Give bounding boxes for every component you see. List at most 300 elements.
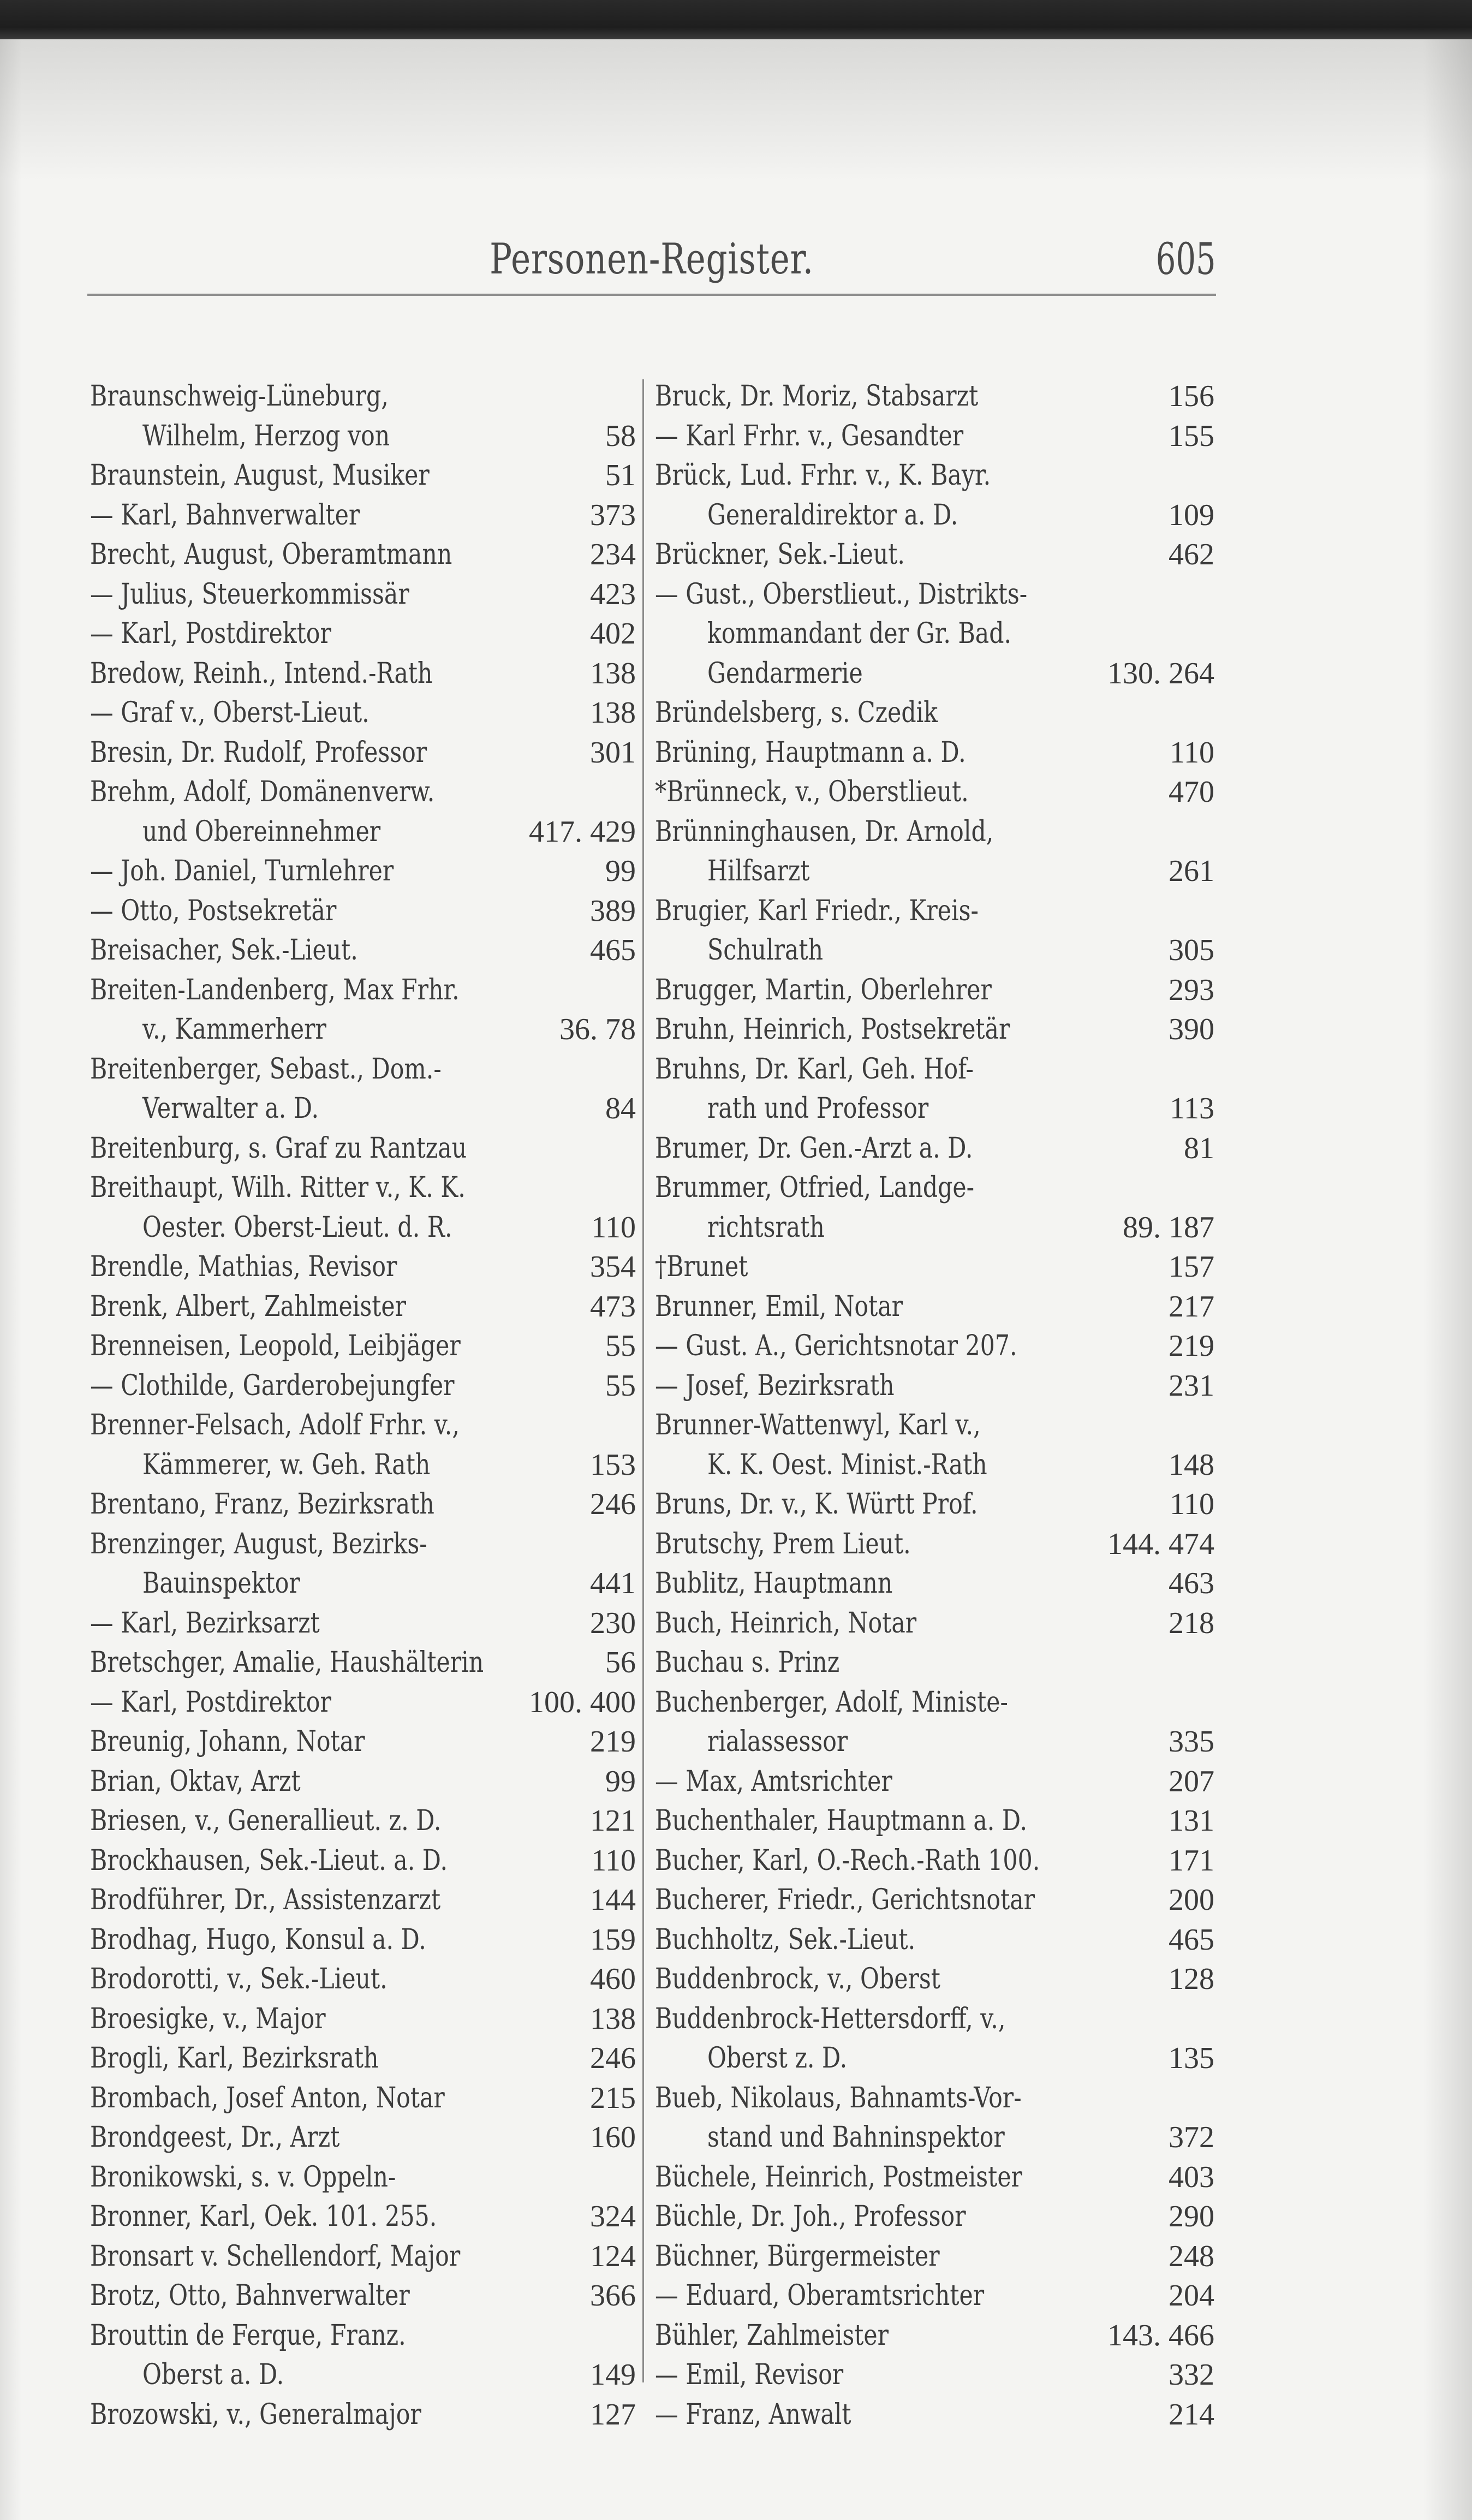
entry-page-ref: 156 (1169, 379, 1214, 413)
entry-page-ref: 148 (1169, 1447, 1214, 1482)
index-entry (90, 1604, 636, 1643)
index-entry (90, 1564, 636, 1604)
entry-name: Breunig, Johann, Notar (90, 1725, 365, 1758)
index-entry (90, 1801, 636, 1841)
entry-name: Bründelsberg, s. Czedik (655, 696, 938, 729)
entry-name: *Brünneck, v., Oberstlieut. (655, 776, 969, 808)
entry-page-ref: 149 (590, 2358, 636, 2392)
entry-name: Buchenberger, Adolf, Ministe- (655, 1685, 1008, 1719)
entry-name: Brombach, Josef Anton, Notar (90, 2081, 445, 2114)
entry-page-ref: 217 (1169, 1289, 1214, 1324)
index-entry (90, 1920, 636, 1960)
entry-name: Brück, Lud. Frhr. v., K. Bayr. (655, 459, 991, 492)
entry-name: Brugier, Karl Friedr., Kreis- (655, 894, 979, 927)
index-entry (655, 1089, 1214, 1129)
index-entry (90, 733, 636, 773)
entry-name: Büchner, Bürgermeister (655, 2239, 940, 2273)
entry-page-ref: 470 (1169, 775, 1214, 809)
entry-page-ref: 305 (1169, 933, 1214, 967)
index-entry (655, 772, 1214, 812)
entry-page-ref: 402 (590, 617, 636, 651)
entry-name: Brehm, Adolf, Domänenverw. (90, 776, 435, 808)
entry-name: stand und Bahninspektor (707, 2121, 1005, 2154)
entry-page-ref: 423 (590, 577, 636, 611)
column-divider (642, 379, 644, 2382)
index-entry (90, 970, 636, 1010)
entry-page-ref: 234 (590, 538, 636, 571)
entry-name: — Otto, Postsekretär (90, 894, 337, 927)
entry-name: — Julius, Steuerkommissär (90, 577, 409, 611)
entry-name: Brenneisen, Leopold, Leibjäger (90, 1330, 461, 1362)
index-entry (90, 1485, 636, 1524)
index-entry (655, 2039, 1214, 2078)
page-edge-left (0, 39, 22, 2520)
entry-page-ref: 214 (1169, 2397, 1214, 2432)
index-entry (655, 2118, 1214, 2158)
index-entry (655, 1959, 1214, 1999)
index-entry (655, 535, 1214, 575)
entry-name: Kämmerer, w. Geh. Rath (142, 1448, 431, 1481)
entry-page-ref: 246 (590, 2041, 636, 2075)
index-entry (655, 1841, 1214, 1881)
entry-page-ref: 248 (1169, 2239, 1214, 2273)
entry-page-ref: 124 (590, 2239, 636, 2273)
entry-name: Bresin, Dr. Rudolf, Professor (90, 736, 427, 769)
entry-name: Brenzinger, August, Bezirks- (90, 1527, 427, 1560)
entry-page-ref: 219 (1169, 1329, 1214, 1363)
index-entry (90, 416, 636, 456)
entry-name: Bublitz, Hauptmann (655, 1567, 893, 1600)
entry-name: Brückner, Sek.-Lieut. (655, 538, 905, 571)
index-entry (90, 575, 636, 615)
entry-name: Braunstein, August, Musiker (90, 459, 430, 492)
entry-name: Brunner, Emil, Notar (655, 1290, 903, 1323)
index-entry (655, 970, 1214, 1010)
entry-name: Schulrath (707, 934, 824, 967)
entry-name: Brondgeest, Dr., Arzt (90, 2121, 340, 2154)
entry-name: Brummer, Otfried, Landge- (655, 1171, 975, 1204)
index-entry (655, 416, 1214, 456)
entry-name: — Clothilde, Garderobejungfer (90, 1369, 455, 1402)
entry-page-ref: 390 (1169, 1012, 1214, 1046)
index-entry (655, 2395, 1214, 2435)
entry-page-ref: 389 (590, 893, 636, 928)
index-entry (90, 1247, 636, 1287)
entry-page-ref: 55 (605, 1368, 636, 1403)
entry-name: Hilfsarzt (707, 855, 810, 887)
index-entry (655, 1287, 1214, 1327)
entry-page-ref: 127 (590, 2397, 636, 2432)
index-entry (655, 1880, 1214, 1920)
entry-page-ref: 159 (590, 1922, 636, 1957)
entry-page-ref: 160 (590, 2120, 636, 2154)
entry-page-ref: 301 (590, 735, 636, 770)
entry-page-ref: 200 (1169, 1883, 1214, 1917)
entry-page-ref: 246 (590, 1487, 636, 1521)
index-entry (655, 891, 1214, 931)
entry-page-ref: 110 (591, 1210, 636, 1244)
index-entry (655, 575, 1214, 615)
entry-page-ref: 128 (1169, 1962, 1214, 1996)
index-entry (655, 2316, 1214, 2356)
index-entry (655, 2197, 1214, 2237)
entry-page-ref: 81 (1184, 1131, 1214, 1165)
entry-name: — Karl, Bahnverwalter (90, 498, 360, 532)
entry-name: — Karl, Postdirektor (90, 1685, 331, 1719)
entry-name: Brian, Oktav, Arzt (90, 1765, 301, 1798)
entry-name: Buchau s. Prinz (655, 1646, 840, 1679)
entry-name: Bronikowski, s. v. Oppeln- (90, 2160, 396, 2194)
index-entry (90, 2118, 636, 2158)
entry-page-ref: 290 (1169, 2200, 1214, 2233)
entry-page-ref: 261 (1169, 854, 1214, 888)
entry-name: Brunner-Wattenwyl, Karl v., (655, 1409, 981, 1441)
entry-page-ref: 366 (590, 2279, 636, 2313)
entry-name: — Karl Frhr. v., Gesandter (655, 419, 964, 452)
index-entry (90, 1208, 636, 1248)
entry-name: Wilhelm, Herzog von (142, 419, 390, 452)
entry-name: Oester. Oberst-Lieut. d. R. (142, 1211, 452, 1244)
entry-name: Briesen, v., Generallieut. z. D. (90, 1804, 442, 1837)
entry-page-ref: 131 (1169, 1804, 1214, 1838)
index-entry (90, 1762, 636, 1802)
entry-page-ref: 138 (590, 656, 636, 690)
index-entry (655, 1722, 1214, 1762)
index-entry (655, 812, 1214, 852)
entry-page-ref: 55 (605, 1329, 636, 1363)
index-entry (655, 456, 1214, 496)
index-entry (655, 1643, 1214, 1683)
index-entry (655, 2078, 1214, 2118)
entry-name: — Karl, Postdirektor (90, 617, 331, 650)
entry-name: Bretschger, Amalie, Haushälterin (90, 1646, 484, 1679)
entry-page-ref: 441 (590, 1566, 636, 1600)
index-entry (655, 1366, 1214, 1406)
entry-name: Bruhns, Dr. Karl, Geh. Hof- (655, 1052, 974, 1086)
index-entry (90, 1445, 636, 1485)
index-entry (90, 891, 636, 931)
entry-page-ref: 462 (1169, 538, 1214, 571)
entry-name: Brockhausen, Sek.-Lieut. a. D. (90, 1844, 448, 1877)
entry-page-ref: 465 (590, 933, 636, 967)
entry-page-ref: 324 (590, 2200, 636, 2233)
entry-name: — Max, Amtsrichter (655, 1765, 892, 1798)
entry-name: Brecht, August, Oberamtmann (90, 538, 452, 571)
index-entry (90, 377, 636, 416)
index-entry (655, 2355, 1214, 2395)
entry-name: Bruns, Dr. v., K. Württ Prof. (655, 1488, 978, 1521)
index-entry (655, 1801, 1214, 1841)
index-entry (655, 1326, 1214, 1366)
entry-name: Brenner-Felsach, Adolf Frhr. v., (90, 1409, 460, 1441)
entry-name: Bronsart v. Schellendorf, Major (90, 2239, 461, 2273)
index-entry (90, 1287, 636, 1327)
entry-page-ref: 171 (1169, 1843, 1214, 1878)
index-entry (655, 654, 1214, 694)
entry-name: rialassessor (707, 1725, 848, 1758)
index-entry (90, 1089, 636, 1129)
entry-name: Breisacher, Sek.-Lieut. (90, 934, 358, 967)
entry-name: Broesigke, v., Major (90, 2002, 326, 2035)
entry-name: — Emil, Revisor (655, 2358, 844, 2391)
index-entry (655, 1604, 1214, 1643)
index-entry (90, 2316, 636, 2356)
entry-page-ref: 130. 264 (1107, 656, 1214, 690)
entry-name: Büchele, Heinrich, Postmeister (655, 2160, 1022, 2194)
entry-page-ref: 99 (605, 1764, 636, 1798)
entry-name: Buch, Heinrich, Notar (655, 1606, 917, 1640)
entry-page-ref: 138 (590, 696, 636, 730)
index-entry (655, 1524, 1214, 1564)
entry-name: — Franz, Anwalt (655, 2398, 851, 2431)
entry-page-ref: 332 (1169, 2358, 1214, 2392)
entry-page-ref: 417. 429 (529, 814, 636, 849)
entry-name: v., Kammerherr (142, 1013, 326, 1046)
index-entry (90, 812, 636, 852)
entry-name: Verwalter a. D. (142, 1092, 319, 1125)
entry-page-ref: 207 (1169, 1764, 1214, 1798)
index-entry (655, 614, 1214, 654)
entry-page-ref: 354 (590, 1250, 636, 1284)
index-entry (90, 1050, 636, 1089)
entry-name: Bredow, Reinh., Intend.-Rath (90, 657, 433, 690)
entry-name: Brünninghausen, Dr. Arnold, (655, 815, 994, 848)
entry-page-ref: 143. 466 (1107, 2318, 1214, 2352)
index-entry (655, 1168, 1214, 1208)
entry-name: Buchenthaler, Hauptmann a. D. (655, 1804, 1028, 1837)
entry-name: Brumer, Dr. Gen.-Arzt a. D. (655, 1131, 973, 1165)
entry-page-ref: 335 (1169, 1725, 1214, 1759)
entry-page-ref: 89. 187 (1123, 1210, 1214, 1244)
entry-page-ref: 144 (590, 1883, 636, 1917)
entry-page-ref: 36. 78 (559, 1012, 636, 1046)
entry-name: Buddenbrock, v., Oberst (655, 1963, 940, 1995)
index-entry (655, 1564, 1214, 1604)
entry-name: Braunschweig-Lüneburg, (90, 380, 389, 413)
index-entry (90, 2039, 636, 2078)
entry-page-ref: 463 (1169, 1566, 1214, 1600)
entry-name: Bucherer, Friedr., Gerichtsnotar (655, 1884, 1035, 1916)
index-entry (90, 1643, 636, 1683)
index-entry (90, 1524, 636, 1564)
entry-name: Brozowski, v., Generalmajor (90, 2398, 421, 2431)
entry-name: Brendle, Mathias, Revisor (90, 1250, 397, 1283)
index-entry (90, 2355, 636, 2395)
entry-page-ref: 100. 400 (529, 1685, 636, 1719)
index-entry (90, 1722, 636, 1762)
entry-name: Bruhn, Heinrich, Postsekretär (655, 1013, 1010, 1046)
index-entry (655, 377, 1214, 416)
entry-page-ref: 155 (1169, 419, 1214, 453)
entry-name: Brogli, Karl, Bezirksrath (90, 2042, 379, 2075)
index-entry (90, 2237, 636, 2277)
index-entry (655, 1445, 1214, 1485)
entry-name: richtsrath (707, 1211, 825, 1244)
index-entry (90, 1999, 636, 2039)
index-entry (655, 1405, 1214, 1445)
index-entry (655, 1010, 1214, 1050)
entry-name: Brutschy, Prem Lieut. (655, 1527, 911, 1560)
entry-name: kommandant der Gr. Bad. (707, 617, 1012, 650)
entry-page-ref: 121 (590, 1804, 636, 1838)
index-entry (90, 1366, 636, 1406)
entry-page-ref: 372 (1169, 2120, 1214, 2154)
index-entry (655, 496, 1214, 535)
entry-page-ref: 113 (1170, 1092, 1214, 1125)
entry-name: Buddenbrock-Hettersdorff, v., (655, 2002, 1006, 2035)
entry-page-ref: 204 (1169, 2279, 1214, 2313)
entry-page-ref: 231 (1169, 1368, 1214, 1403)
entry-page-ref: 110 (1170, 735, 1214, 770)
entry-page-ref: 293 (1169, 973, 1214, 1007)
entry-page-ref: 84 (605, 1092, 636, 1125)
entry-name: K. K. Oest. Minist.-Rath (707, 1448, 987, 1481)
entry-page-ref: 138 (590, 2001, 636, 2036)
entry-name: — Josef, Bezirksrath (655, 1369, 895, 1402)
index-entry (655, 1999, 1214, 2039)
index-entry (655, 2237, 1214, 2277)
index-entry (90, 456, 636, 496)
index-entry (90, 2276, 636, 2316)
entry-name: — Graf v., Oberst-Lieut. (90, 696, 370, 729)
entry-name: Gendarmerie (707, 657, 863, 690)
index-entry (655, 1485, 1214, 1524)
index-entry (90, 654, 636, 694)
entry-name: — Gust., Oberstlieut., Distrikts- (655, 577, 1028, 611)
entry-page-ref: 51 (605, 458, 636, 492)
index-entry (655, 1129, 1214, 1169)
entry-page-ref: 215 (590, 2081, 636, 2115)
entry-name: rath und Professor (707, 1092, 929, 1125)
entry-page-ref: 157 (1169, 1250, 1214, 1284)
entry-name: Oberst z. D. (707, 2042, 848, 2075)
index-entry (655, 733, 1214, 773)
entry-name: Büchle, Dr. Joh., Professor (655, 2200, 966, 2233)
page-shading (0, 39, 1472, 181)
index-entry (655, 1247, 1214, 1287)
index-entry (90, 496, 636, 535)
entry-name: Brenk, Albert, Zahlmeister (90, 1290, 407, 1323)
entry-name: Breithaupt, Wilh. Ritter v., K. K. (90, 1171, 466, 1204)
entry-name: — Karl, Bezirksarzt (90, 1606, 320, 1640)
entry-page-ref: 403 (1169, 2160, 1214, 2194)
entry-name: Bronner, Karl, Oek. 101. 255. (90, 2200, 437, 2233)
index-entry (90, 2078, 636, 2118)
index-entry (90, 2197, 636, 2237)
page-edge-right (1423, 39, 1472, 2520)
entry-page-ref: 99 (605, 854, 636, 888)
index-entry (90, 1168, 636, 1208)
index-entry (90, 1129, 636, 1169)
entry-name: Brouttin de Ferque, Franz. (90, 2319, 406, 2352)
entry-page-ref: 58 (605, 419, 636, 453)
entry-name: Breiten-Landenberg, Max Frhr. (90, 973, 460, 1006)
index-entry (655, 2158, 1214, 2197)
entry-page-ref: 460 (590, 1962, 636, 1996)
page-number: 605 (1156, 234, 1216, 284)
index-entry (655, 1683, 1214, 1723)
entry-name: — Joh. Daniel, Turnlehrer (90, 855, 394, 887)
entry-name: Bucher, Karl, O.-Rech.-Rath 100. (655, 1844, 1040, 1877)
index-entry (90, 2395, 636, 2435)
index-column-right (655, 377, 1214, 2434)
index-entry (90, 1405, 636, 1445)
entry-name: Brüning, Hauptmann a. D. (655, 736, 966, 769)
entry-name: — Eduard, Oberamtsrichter (655, 2279, 985, 2312)
entry-name: Brentano, Franz, Bezirksrath (90, 1488, 434, 1521)
entry-page-ref: 218 (1169, 1606, 1214, 1640)
entry-name: Brotz, Otto, Bahnverwalter (90, 2279, 410, 2312)
entry-name: Bueb, Nikolaus, Bahnamts-Vor- (655, 2081, 1022, 2114)
index-entry (90, 1010, 636, 1050)
entry-name: Brugger, Martin, Oberlehrer (655, 973, 992, 1006)
entry-page-ref: 109 (1169, 498, 1214, 532)
index-column-left (90, 377, 636, 2434)
entry-name: Generaldirektor a. D. (707, 498, 958, 532)
entry-page-ref: 135 (1169, 2041, 1214, 2075)
entry-name: Brodhag, Hugo, Konsul a. D. (90, 1923, 426, 1956)
entry-name: Brodorotti, v., Sek.-Lieut. (90, 1963, 388, 1995)
entry-page-ref: 153 (590, 1447, 636, 1482)
index-entry (90, 614, 636, 654)
header-rule (87, 294, 1216, 296)
entry-name: Bühler, Zahlmeister (655, 2319, 889, 2352)
entry-page-ref: 465 (1169, 1922, 1214, 1957)
entry-page-ref: 110 (591, 1843, 636, 1878)
index-entry (655, 1208, 1214, 1248)
entry-page-ref: 230 (590, 1606, 636, 1640)
entry-page-ref: 144. 474 (1107, 1527, 1214, 1561)
index-entry (90, 1959, 636, 1999)
entry-name: und Obereinnehmer (142, 815, 381, 848)
index-entry (655, 693, 1214, 733)
index-entry (90, 1841, 636, 1881)
entry-name: Brodführer, Dr., Assistenzarzt (90, 1884, 441, 1916)
entry-name: Buchholtz, Sek.-Lieut. (655, 1923, 916, 1956)
index-entry (90, 693, 636, 733)
index-entry (90, 2158, 636, 2197)
index-entry (90, 1683, 636, 1723)
index-entry (90, 851, 636, 891)
entry-name: Oberst a. D. (142, 2358, 284, 2391)
index-entry (655, 1762, 1214, 1802)
entry-page-ref: 110 (1170, 1487, 1214, 1521)
index-entry (655, 2276, 1214, 2316)
running-header (87, 224, 1216, 289)
entry-page-ref: 373 (590, 498, 636, 532)
index-entry (655, 1050, 1214, 1089)
entry-name: Breitenberger, Sebast., Dom.- (90, 1052, 442, 1086)
entry-page-ref: 473 (590, 1289, 636, 1324)
page-title: Personen-Register. (490, 235, 814, 284)
entry-name: Bauinspektor (142, 1567, 300, 1600)
entry-name: Bruck, Dr. Moriz, Stabsarzt (655, 380, 979, 413)
index-entry (90, 535, 636, 575)
index-entry (90, 1326, 636, 1366)
entry-name: †Brunet (655, 1250, 748, 1283)
index-entry (90, 931, 636, 970)
index-entry (90, 1880, 636, 1920)
index-entry (90, 772, 636, 812)
entry-page-ref: 56 (605, 1646, 636, 1679)
scanner-edge-band (0, 0, 1472, 39)
entry-page-ref: 219 (590, 1725, 636, 1759)
index-entry (655, 851, 1214, 891)
entry-name: Breitenburg, s. Graf zu Rantzau (90, 1131, 467, 1165)
entry-name: — Gust. A., Gerichtsnotar 207. (655, 1330, 1017, 1362)
index-entry (655, 931, 1214, 970)
index-entry (655, 1920, 1214, 1960)
